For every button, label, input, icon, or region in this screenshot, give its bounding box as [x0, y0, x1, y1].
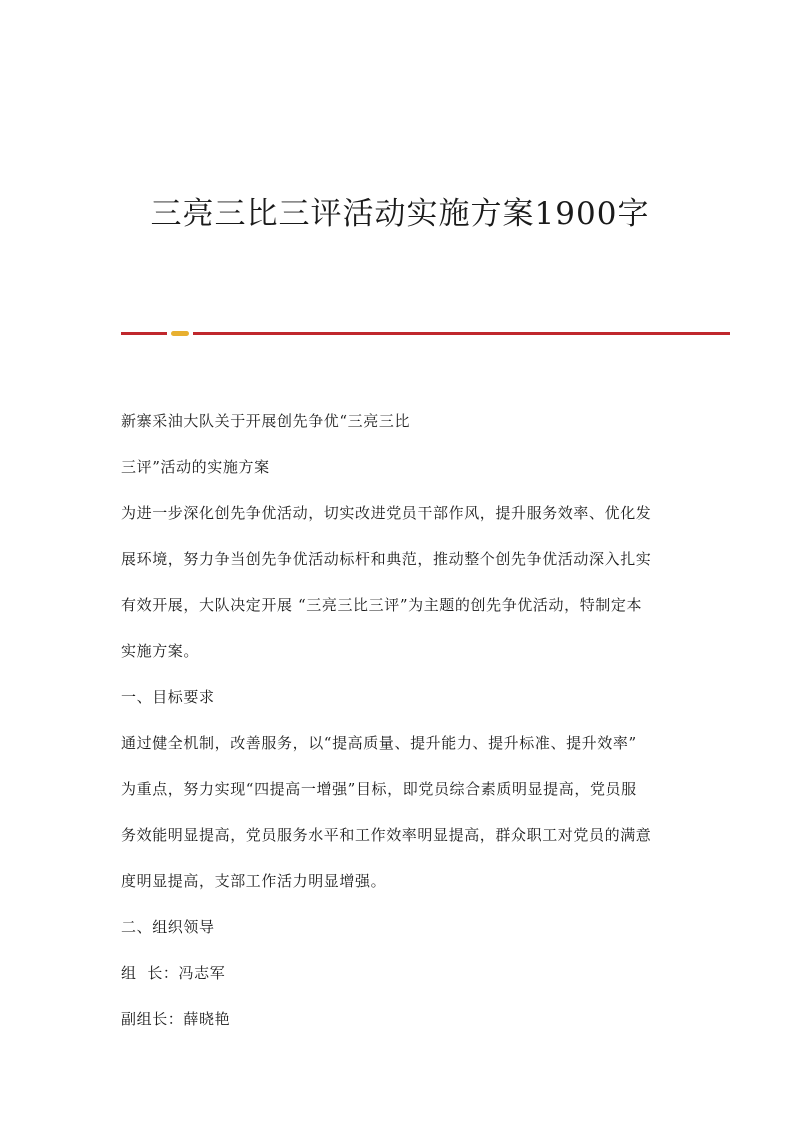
- intro-line-2: 展环境，努力争当创先争优活动标杆和典范，推动整个创先争优活动深入扎实: [121, 550, 652, 568]
- section-1-line-2: 为重点，努力实现“四提高一增强”目标，即党员综合素质明显提高，党员服: [121, 780, 637, 798]
- heading-line-2: 三评”活动的实施方案: [121, 458, 270, 476]
- heading-line-1: 新寨采油大队关于开展创先争优“三亮三比: [121, 412, 411, 430]
- section-2-heading: 二、组织领导: [121, 918, 215, 936]
- intro-line-3: 有效开展，大队决定开展 “三亮三比三评”为主题的创先争优活动，特制定本: [121, 596, 643, 614]
- divider-ornament-icon: [171, 331, 189, 336]
- divider-right-segment: [193, 332, 730, 335]
- section-1-line-4: 度明显提高，支部工作活力明显增强。: [121, 872, 387, 890]
- document-body: [121, 404, 686, 1036]
- section-1-line-1: 通过健全机制，改善服务，以“提高质量、提升能力、提升标准、提升效率”: [121, 734, 637, 752]
- intro-line-1: 为进一步深化创先争优活动，切实改进党员干部作风，提升服务效率、优化发: [121, 504, 652, 522]
- intro-line-4: 实施方案。: [121, 642, 200, 660]
- leader-line: 组 长：冯志军: [121, 964, 226, 982]
- document-title: 三亮三比三评活动实施方案1900字: [150, 196, 650, 232]
- deputy-leader-line: 副组长：薛晓艳: [121, 1010, 231, 1028]
- title-divider: [121, 331, 730, 335]
- divider-left-segment: [121, 332, 167, 335]
- section-1-line-3: 务效能明显提高，党员服务水平和工作效率明显提高，群众职工对党员的满意: [121, 826, 652, 844]
- section-1-heading: 一、目标要求: [121, 688, 215, 706]
